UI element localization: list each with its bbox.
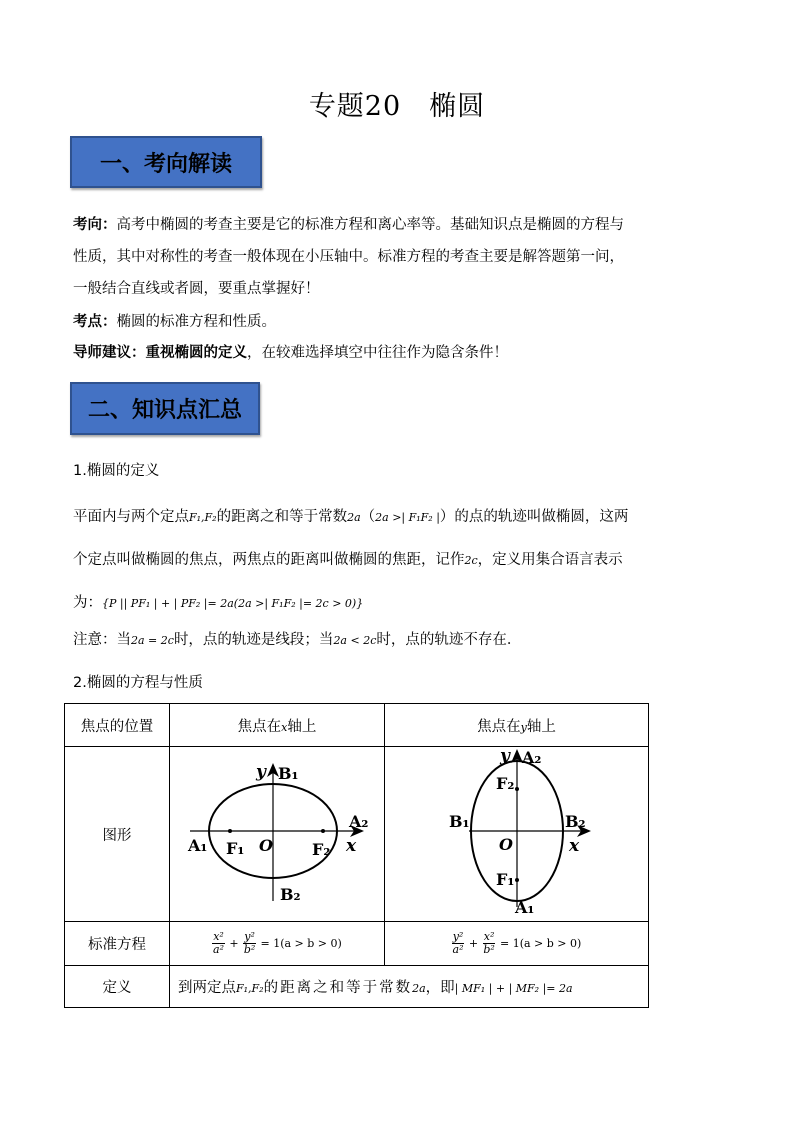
focus-point-f2: [321, 829, 325, 833]
def-math-condition: 2a >| F₁F₂ |: [375, 511, 440, 524]
plus-sign: +: [229, 937, 239, 950]
definition-line-2: [73, 539, 628, 582]
advice-text: ，在较难选择填空中往往作为隐含条件！: [247, 345, 508, 361]
frac-den: b²: [243, 943, 256, 956]
label-y: y: [256, 762, 266, 782]
focus-point-f1: [228, 829, 232, 833]
points-line: [73, 307, 276, 337]
frac-den: a²: [452, 943, 464, 956]
orientation-label: 考向：: [73, 217, 117, 233]
equation-tail: = 1(a > b > 0): [260, 937, 342, 950]
note-text-a: 注意：当: [73, 632, 131, 648]
fraction-y2-b2: [243, 931, 256, 956]
label-o: O: [499, 835, 513, 854]
table-row: [65, 747, 649, 922]
label-f1: F₁: [226, 839, 245, 858]
table-row: [65, 966, 649, 1008]
label-o: O: [259, 836, 273, 855]
def-row-text-c: ，即: [425, 980, 455, 996]
label-a1: A₁: [515, 898, 535, 917]
cell-figure-vertical: [385, 747, 649, 922]
definition-line-1: [73, 496, 628, 539]
orientation-line-3: 一般结合直线或者圆，要重点掌握好！: [73, 281, 320, 297]
properties-table: [64, 703, 649, 1008]
frac-num: y²: [452, 930, 464, 943]
fraction-y2-a2: [452, 931, 465, 956]
note-math-2: 2a < 2c: [333, 634, 377, 647]
note-math-1: 2a = 2c: [131, 634, 174, 647]
label-a2: A₂: [522, 748, 542, 767]
label-b1: B₁: [449, 812, 470, 831]
definition-text: [73, 496, 628, 625]
label-f2: F₂: [496, 774, 515, 793]
def-row-text-a: 到两定点: [178, 980, 236, 996]
cell-definition-label: 定义: [65, 966, 170, 1008]
advice-line: [73, 338, 508, 368]
focus-point-f2: [515, 787, 519, 791]
plus-sign: +: [468, 937, 479, 950]
label-a2: A₂: [349, 812, 369, 831]
frac-den: a²: [213, 943, 224, 956]
def-text-2b: ，定义用集合语言表示: [477, 552, 623, 568]
def-math-set: {P || PF₁ | + | PF₂ |= 2a(2a >| F₁F₂ |= 2c > 0)}: [102, 597, 364, 610]
table-row: [65, 704, 649, 747]
label-f2: F₂: [312, 840, 331, 859]
section1-text: [73, 209, 624, 305]
def-text-1d: ）的点的轨迹叫做椭圆，这两: [439, 509, 629, 525]
label-y: y: [500, 747, 510, 766]
subheading-properties: 2.椭圆的方程与性质: [73, 675, 203, 691]
horizontal-ellipse-figure: [170, 747, 384, 917]
vertical-ellipse-figure: [385, 747, 648, 917]
def-math-2c: 2c: [464, 554, 478, 567]
page-title: 专题20 椭圆: [308, 91, 486, 122]
label-b2: B₂: [280, 885, 301, 904]
def-math-2a: 2a: [347, 511, 361, 524]
y-header-text-a: 焦点在: [477, 718, 521, 735]
cell-equation-horizontal: [170, 922, 385, 966]
def-math-foci: F₁,F₂: [189, 511, 217, 524]
cell-standard-equation-label: 标准方程: [65, 922, 170, 966]
definition-line-3: [73, 582, 628, 625]
def-row-math-foci: F₁,F₂: [236, 982, 264, 995]
y-header-text-b: 轴上: [526, 718, 556, 735]
note-line: [73, 624, 521, 657]
points-text: 椭圆的标准方程和性质。: [116, 314, 276, 330]
orientation-line-2: 性质，其中对称性的考查一般体现在小压轴中。标准方程的考查主要是解答题第一问，: [73, 249, 624, 265]
label-x: x: [346, 836, 357, 856]
cell-x-axis-header: [170, 704, 385, 747]
note-text-b: 时，点的轨迹是线段；当: [173, 632, 334, 648]
def-row-text-b: 的距离之和等于常数: [263, 980, 413, 996]
points-label: 考点：: [73, 314, 117, 330]
def-row-math-sum: | MF₁ | + | MF₂ |= 2a: [454, 982, 573, 995]
def-text-1c: （: [360, 509, 376, 525]
section-heading-2-text: 二、知识点汇总: [87, 398, 242, 423]
cell-equation-vertical: [385, 922, 649, 966]
frac-num: y²: [244, 930, 255, 943]
table-row: [65, 922, 649, 966]
label-x: x: [569, 836, 580, 856]
focus-point-f1: [515, 878, 519, 882]
frac-num: x²: [213, 930, 224, 943]
subheading-definition: 1.椭圆的定义: [73, 463, 160, 479]
x-header-text-a: 焦点在: [237, 718, 282, 735]
def-text-1a: 平面内与两个定点: [73, 509, 189, 525]
def-text-2a: 个定点叫做椭圆的焦点，两焦点的距离叫做椭圆的焦距，记作: [73, 552, 465, 568]
section-heading-1-text: 一、考向解读: [99, 151, 232, 177]
def-text-1b: 的距离之和等于常数: [216, 509, 348, 525]
y-header-math: y: [520, 720, 527, 734]
frac-den: b²: [483, 943, 495, 956]
frac-num: x²: [483, 930, 495, 943]
advice-bold-text: 重视椭圆的定义: [145, 345, 247, 361]
advice-label: 导师建议：: [73, 345, 146, 361]
section-heading-1: [70, 136, 262, 188]
def-row-math-2a: 2a: [412, 982, 426, 995]
equation-tail: = 1(a > b > 0): [499, 937, 582, 950]
orientation-line-1: [73, 209, 624, 241]
fraction-x2-b2: [483, 931, 496, 956]
fraction-x2-a2: [212, 931, 225, 956]
label-a1: A₁: [188, 836, 208, 855]
section-heading-2: [70, 382, 260, 435]
label-b2: B₂: [565, 812, 586, 831]
cell-definition-text: [170, 966, 649, 1008]
x-header-text-b: 轴上: [287, 718, 317, 735]
cell-figure-horizontal: [170, 747, 385, 922]
def-text-3a: 为：: [73, 595, 102, 611]
note-text-c: 时，点的轨迹不存在．: [376, 632, 522, 648]
cell-figure-label: 图形: [65, 747, 170, 922]
cell-focus-position: 焦点的位置: [65, 704, 170, 747]
cell-y-axis-header: [385, 704, 649, 747]
x-header-math: x: [281, 720, 288, 734]
label-f1: F₁: [496, 870, 515, 889]
orientation-text-1: 高考中椭圆的考查主要是它的标准方程和离心率等。基础知识点是椭圆的方程与: [116, 217, 624, 233]
label-b1: B₁: [278, 764, 299, 783]
